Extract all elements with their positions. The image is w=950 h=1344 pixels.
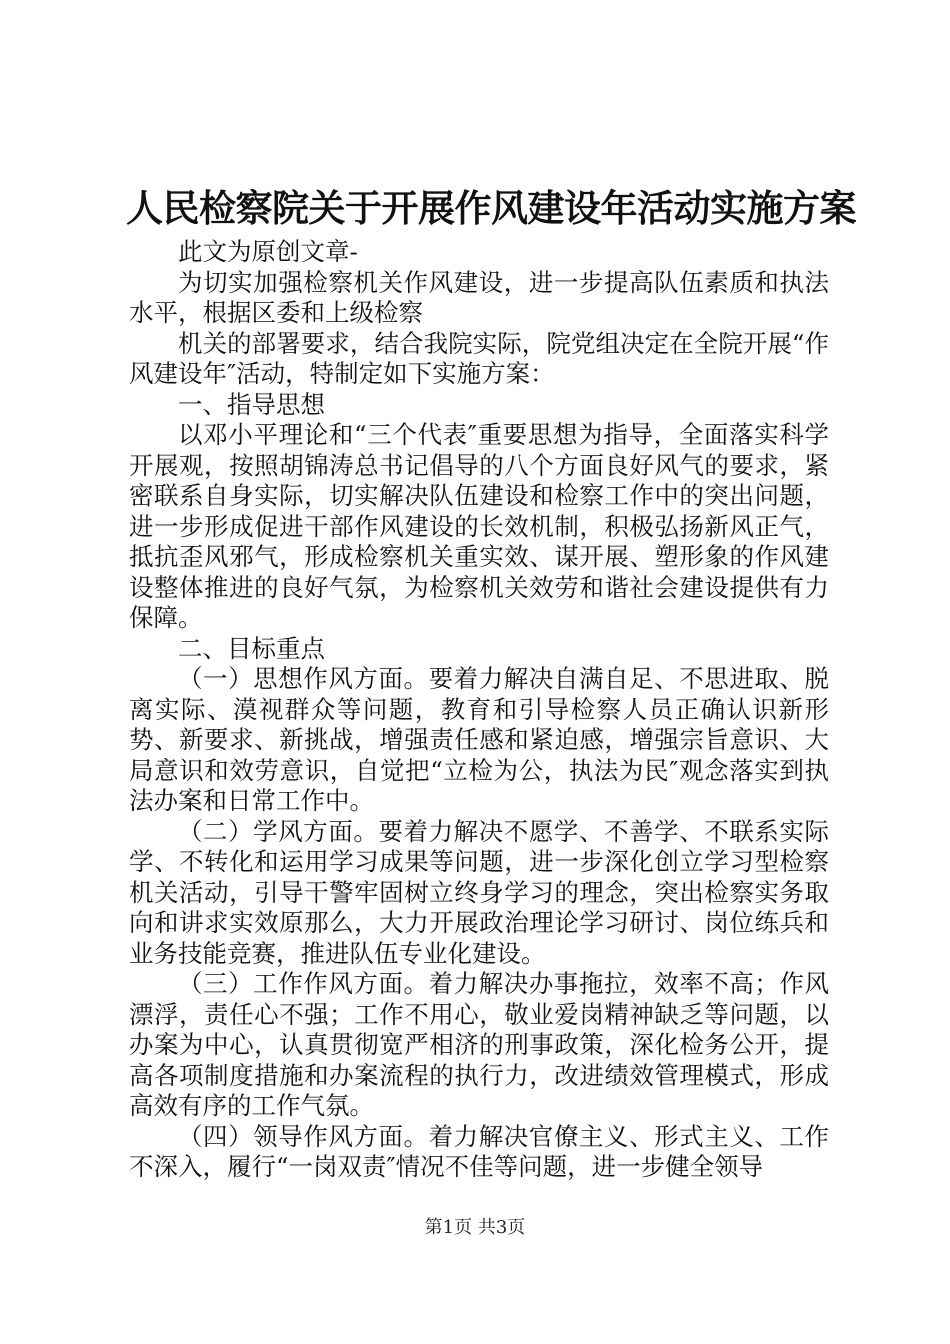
- section-heading-guiding-thought: 一、指导思想: [178, 389, 325, 419]
- document-body: [129, 237, 829, 1183]
- paragraph-original-note: 此文为原创文章-: [178, 237, 358, 266]
- document-title: 人民检察院关于开展作风建设年活动实施方案: [126, 186, 856, 230]
- paragraph-goal-4: （四）领导作风方面。着力解决官僚主义、形式主义、工作不深入，履行“一岗双责″情况不佳等问题，进一步健全领导: [129, 1121, 829, 1181]
- section-heading-goals: 二、目标重点: [178, 633, 325, 663]
- page-footer: 第1页 共3页: [424, 1217, 526, 1238]
- paragraph-goal-1: （一）思想作风方面。要着力解决自满自足、不思进取、脱离实际、漠视群众等问题，教育和引导检察人员正确认识新形势、新要求、新挑战，增强责任感和紧迫感，增强宗旨意识、大局意识和效劳意识，自觉把“立检为公，执法为民″观念落实到执法办案和日常工作中。: [129, 664, 829, 815]
- paragraph-goal-2: （二）学风方面。要着力解决不愿学、不善学、不联系实际学、不转化和运用学习成果等问题，进一步深化创立学习型检察机关活动，引导干警牢固树立终身学习的理念，突出检察实务取向和讲求实效原那么，大力开展政治理论学习研讨、岗位练兵和业务技能竞赛，推进队伍专业化建设。: [129, 816, 829, 968]
- paragraph-guiding-thought: 以邓小平理论和“三个代表″重要思想为指导，全面落实科学开展观，按照胡锦涛总书记倡导的八个方面良好风气的要求，紧密联系自身实际，切实解决队伍建设和检察工作中的突出问题，进一步形成促进干部作风建设的长效机制，积极弘扬新风正气，抵抗歪风邪气，形成检察机关重实效、谋开展、塑形象的作风建设整体推进的良好气氛，为检察机关效劳和谐社会建设提供有力保障。: [129, 420, 829, 632]
- paragraph-intro: 为切实加强检察机关作风建设，进一步提高队伍素质和执法水平，根据区委和上级检察: [129, 267, 829, 327]
- paragraph-intro-continued: 机关的部署要求，结合我院实际，院党组决定在全院开展“作风建设年″活动，特制定如下实施方案：: [129, 328, 829, 388]
- paragraph-goal-3: （三）工作作风方面。着力解决办事拖拉，效率不高；作风漂浮，责任心不强；工作不用心，敬业爱岗精神缺乏等问题，以办案为中心，认真贯彻宽严相济的刑事政策，深化检务公开，提高各项制度措施和办案流程的执行力，改进绩效管理模式，形成高效有序的工作气氛。: [129, 969, 829, 1120]
